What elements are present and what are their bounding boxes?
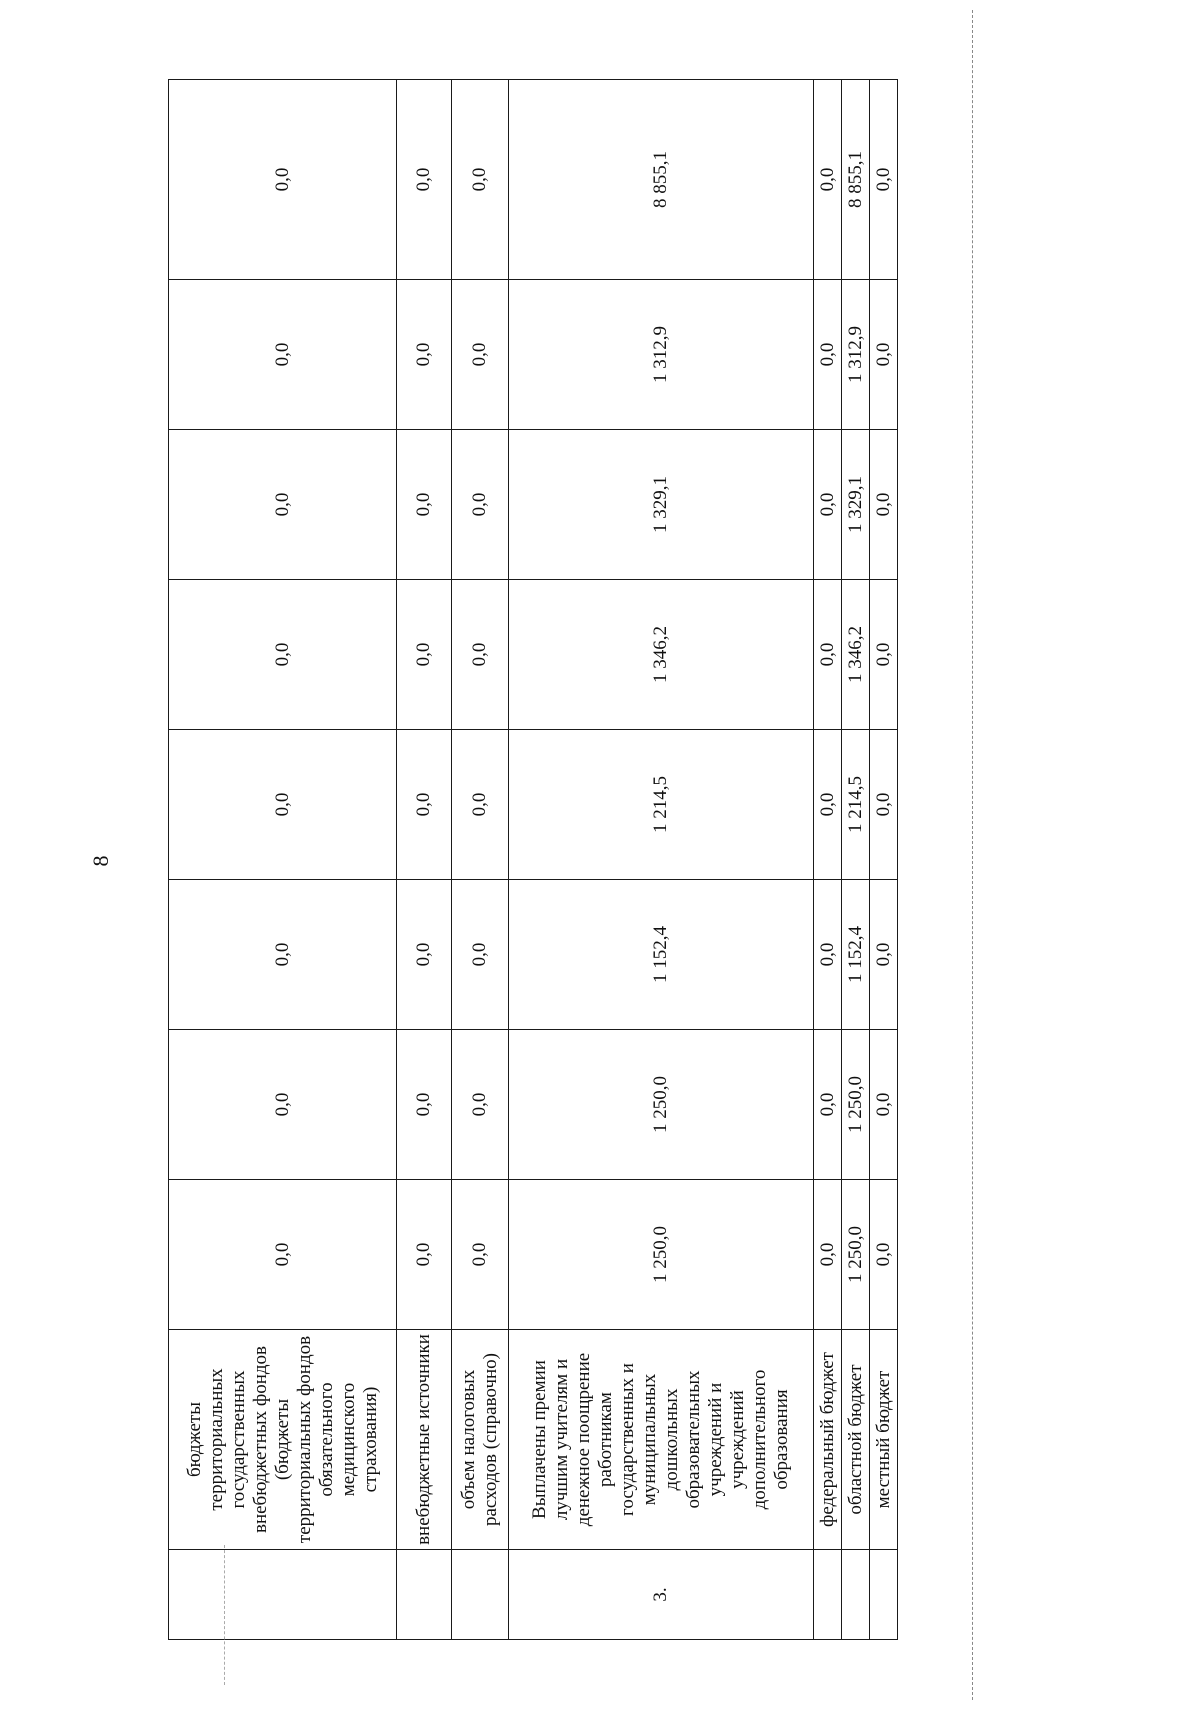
value-cell: 0,0 xyxy=(397,1180,452,1330)
value-cell: 0,0 xyxy=(169,730,397,880)
value-cell: 0,0 xyxy=(397,580,452,730)
value-cell: 0,0 xyxy=(169,280,397,430)
value-cell: 1 329,1 xyxy=(509,430,814,580)
table-row xyxy=(169,80,397,1640)
value-cell: 0,0 xyxy=(870,280,898,430)
row-number xyxy=(842,1550,870,1640)
value-cell: 0,0 xyxy=(814,580,842,730)
value-cell: 0,0 xyxy=(870,580,898,730)
total-cell: 0,0 xyxy=(169,80,397,280)
value-cell: 0,0 xyxy=(452,880,509,1030)
table-row xyxy=(397,80,452,1640)
total-cell: 8 855,1 xyxy=(842,80,870,280)
value-cell: 1 329,1 xyxy=(842,430,870,580)
row-number xyxy=(169,1550,397,1640)
value-cell: 1 346,2 xyxy=(842,580,870,730)
value-cell: 1 152,4 xyxy=(842,880,870,1030)
value-cell: 0,0 xyxy=(814,1030,842,1180)
value-cell: 0,0 xyxy=(814,430,842,580)
row-number xyxy=(452,1550,509,1640)
value-cell: 0,0 xyxy=(397,730,452,880)
table-row xyxy=(814,80,842,1640)
value-cell: 0,0 xyxy=(452,430,509,580)
row-label: областной бюджет xyxy=(842,1330,870,1550)
value-cell: 1 346,2 xyxy=(509,580,814,730)
value-cell: 0,0 xyxy=(452,730,509,880)
row-label: объем налоговых расходов (справочно) xyxy=(452,1330,509,1550)
value-cell: 1 250,0 xyxy=(509,1030,814,1180)
row-label: бюджеты территориальных государственных внебюджетных фондов (бюджеты территориальных фондов обязательного медицинского страхования) xyxy=(169,1330,397,1550)
value-cell: 0,0 xyxy=(397,280,452,430)
budget-table-rotated xyxy=(168,80,893,1640)
table-row xyxy=(842,80,870,1640)
total-cell: 0,0 xyxy=(397,80,452,280)
value-cell: 0,0 xyxy=(452,280,509,430)
value-cell: 0,0 xyxy=(397,1030,452,1180)
value-cell: 0,0 xyxy=(814,1180,842,1330)
page-number: 8 xyxy=(88,855,113,867)
value-cell: 0,0 xyxy=(870,430,898,580)
value-cell: 0,0 xyxy=(397,880,452,1030)
table-row xyxy=(452,80,509,1640)
value-cell: 0,0 xyxy=(814,280,842,430)
value-cell: 0,0 xyxy=(452,1180,509,1330)
value-cell: 0,0 xyxy=(397,430,452,580)
value-cell: 0,0 xyxy=(169,1180,397,1330)
row-label: местный бюджет xyxy=(870,1330,898,1550)
value-cell: 0,0 xyxy=(814,730,842,880)
total-cell: 0,0 xyxy=(870,80,898,280)
value-cell: 1 152,4 xyxy=(509,880,814,1030)
budget-table xyxy=(168,79,898,1640)
scan-artifact-line xyxy=(224,1545,225,1685)
total-cell: 0,0 xyxy=(814,80,842,280)
row-number xyxy=(814,1550,842,1640)
value-cell: 0,0 xyxy=(870,1030,898,1180)
value-cell: 0,0 xyxy=(169,580,397,730)
row-label: внебюджетные источники xyxy=(397,1330,452,1550)
value-cell: 1 214,5 xyxy=(842,730,870,880)
value-cell: 1 250,0 xyxy=(842,1180,870,1330)
value-cell: 0,0 xyxy=(870,880,898,1030)
row-label: Выплачены премии лучшим учителям и денежное поощрение работникам государственных и муниципальных дошкольных образовательных учреждений и учреждений дополнительного образования xyxy=(509,1330,814,1550)
value-cell: 1 250,0 xyxy=(509,1180,814,1330)
value-cell: 0,0 xyxy=(814,880,842,1030)
scan-artifact-line xyxy=(972,10,973,1700)
value-cell: 1 312,9 xyxy=(842,280,870,430)
row-number: 3. xyxy=(509,1550,814,1640)
value-cell: 0,0 xyxy=(452,580,509,730)
value-cell: 1 214,5 xyxy=(509,730,814,880)
value-cell: 1 250,0 xyxy=(842,1030,870,1180)
value-cell: 0,0 xyxy=(452,1030,509,1180)
total-cell: 0,0 xyxy=(452,80,509,280)
value-cell: 1 312,9 xyxy=(509,280,814,430)
total-cell: 8 855,1 xyxy=(509,80,814,280)
row-number xyxy=(397,1550,452,1640)
value-cell: 0,0 xyxy=(169,880,397,1030)
value-cell: 0,0 xyxy=(169,1030,397,1180)
value-cell: 0,0 xyxy=(870,1180,898,1330)
table-row xyxy=(870,80,898,1640)
value-cell: 0,0 xyxy=(870,730,898,880)
row-number xyxy=(870,1550,898,1640)
table-row xyxy=(509,80,814,1640)
row-label: федеральный бюджет xyxy=(814,1330,842,1550)
value-cell: 0,0 xyxy=(169,430,397,580)
